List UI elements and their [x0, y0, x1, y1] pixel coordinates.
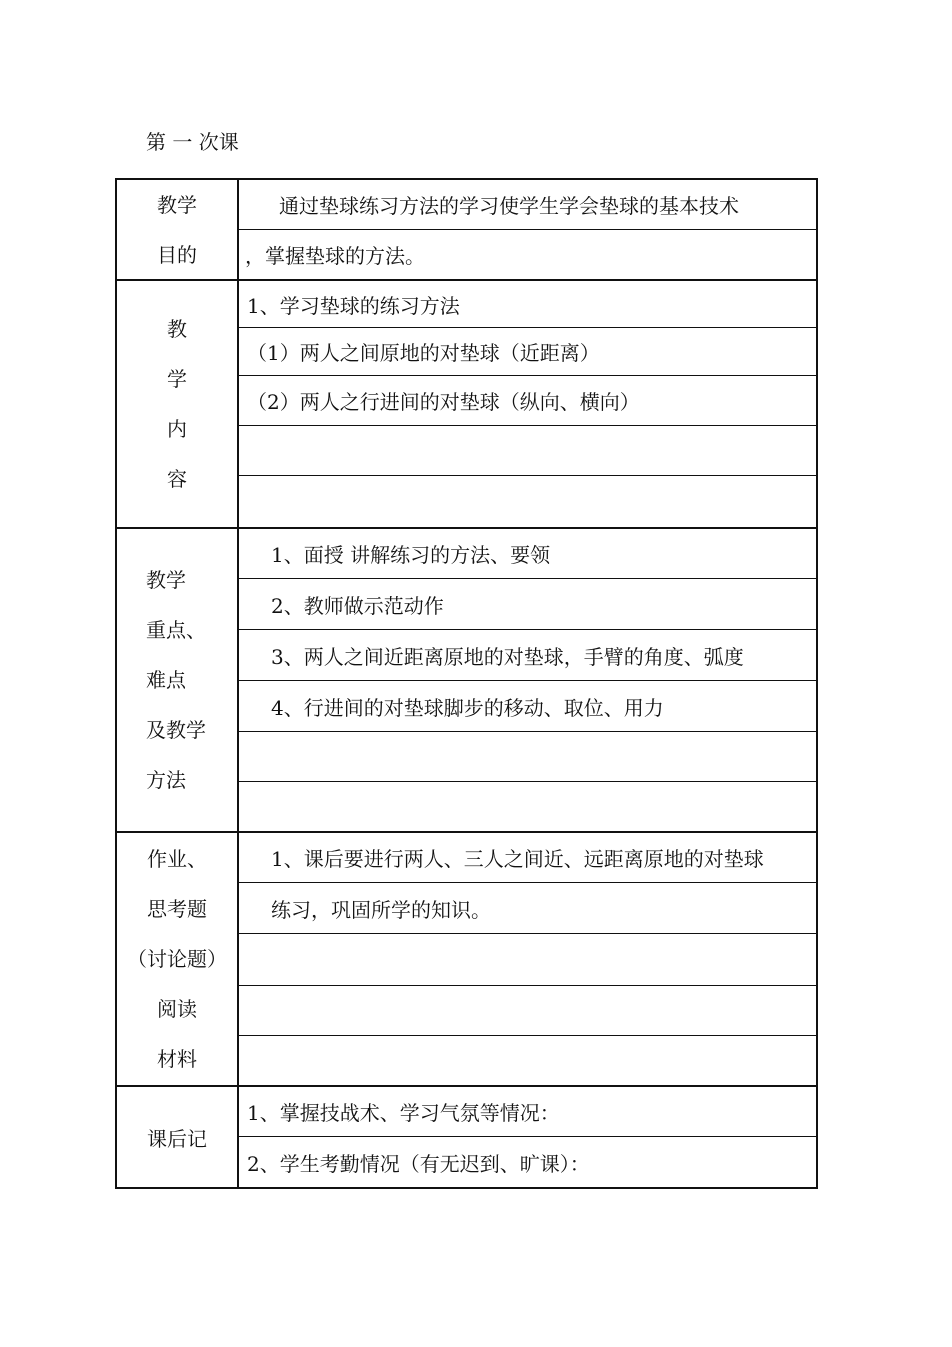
label-line: 及教学: [146, 718, 206, 742]
objectives-row: ，掌握垫球的方法。: [245, 243, 425, 268]
objectives-row: 通过垫球练习方法的学习使学生学会垫球的基本技术: [239, 180, 816, 230]
label-line: （讨论题）: [127, 947, 227, 971]
section-content: [117, 281, 816, 529]
section-notes: [117, 1087, 816, 1187]
notes-row: 2、学生考勤情况（有无迟到、旷课）：: [247, 1151, 590, 1176]
lesson-plan-table: [115, 178, 818, 1189]
key-points-row: 4、行进间的对垫球脚步的移动、取位、用力: [239, 681, 816, 732]
objectives-content: [239, 180, 816, 279]
label-line: 方法: [146, 768, 186, 792]
label-line: 目的: [157, 242, 197, 267]
page-title: 第 一 次课: [146, 130, 239, 154]
label-line: 思考题: [147, 897, 207, 921]
label-line: 教学: [146, 568, 186, 592]
key-points-row: [239, 732, 816, 782]
notes-row: 1、掌握技战术、学习气氛等情况：: [239, 1087, 816, 1137]
label-line: 重点、: [146, 618, 206, 642]
label-line: 作业、: [147, 847, 207, 871]
notes-rows: [239, 1087, 816, 1187]
content-row: 1、学习垫球的练习方法: [239, 281, 816, 328]
label-line: 材料: [157, 1047, 197, 1071]
content-row: （1）两人之间原地的对垫球（近距离）: [239, 328, 816, 376]
key-points-row: 1、面授 讲解练习的方法、要领: [239, 529, 816, 579]
key-points-rows: [239, 529, 816, 831]
key-points-label: [117, 529, 239, 831]
homework-label: [117, 833, 239, 1085]
content-label: [117, 281, 239, 527]
label-line: 教学: [157, 192, 197, 217]
content-rows: [239, 281, 816, 527]
key-points-row: [239, 782, 816, 831]
notes-label: [117, 1087, 239, 1187]
section-key-points: [117, 529, 816, 833]
content-row: [239, 476, 816, 527]
homework-rows: [239, 833, 816, 1085]
label-line: 教: [167, 317, 187, 341]
content-row: [239, 426, 816, 476]
homework-row: [239, 1036, 816, 1085]
label-line: 容: [167, 467, 187, 491]
homework-row: 1、课后要进行两人、三人之间近、远距离原地的对垫球: [239, 833, 816, 883]
label-line: 内: [167, 417, 187, 441]
homework-row: [239, 934, 816, 986]
label-line: 学: [167, 367, 187, 391]
key-points-row: 3、两人之间近距离原地的对垫球，手臂的角度、弧度: [239, 630, 816, 681]
content-row: （2）两人之行进间的对垫球（纵向、横向）: [239, 376, 816, 426]
objectives-label: [117, 180, 239, 279]
homework-row: 练习，巩固所学的知识。: [239, 883, 816, 934]
homework-row: [239, 986, 816, 1036]
label-line: 阅读: [157, 997, 197, 1021]
section-objectives: [117, 180, 816, 281]
key-points-row: 2、教师做示范动作: [239, 579, 816, 630]
label-line: 难点: [146, 668, 186, 692]
label-line: 课后记: [147, 1126, 207, 1151]
section-homework: [117, 833, 816, 1087]
